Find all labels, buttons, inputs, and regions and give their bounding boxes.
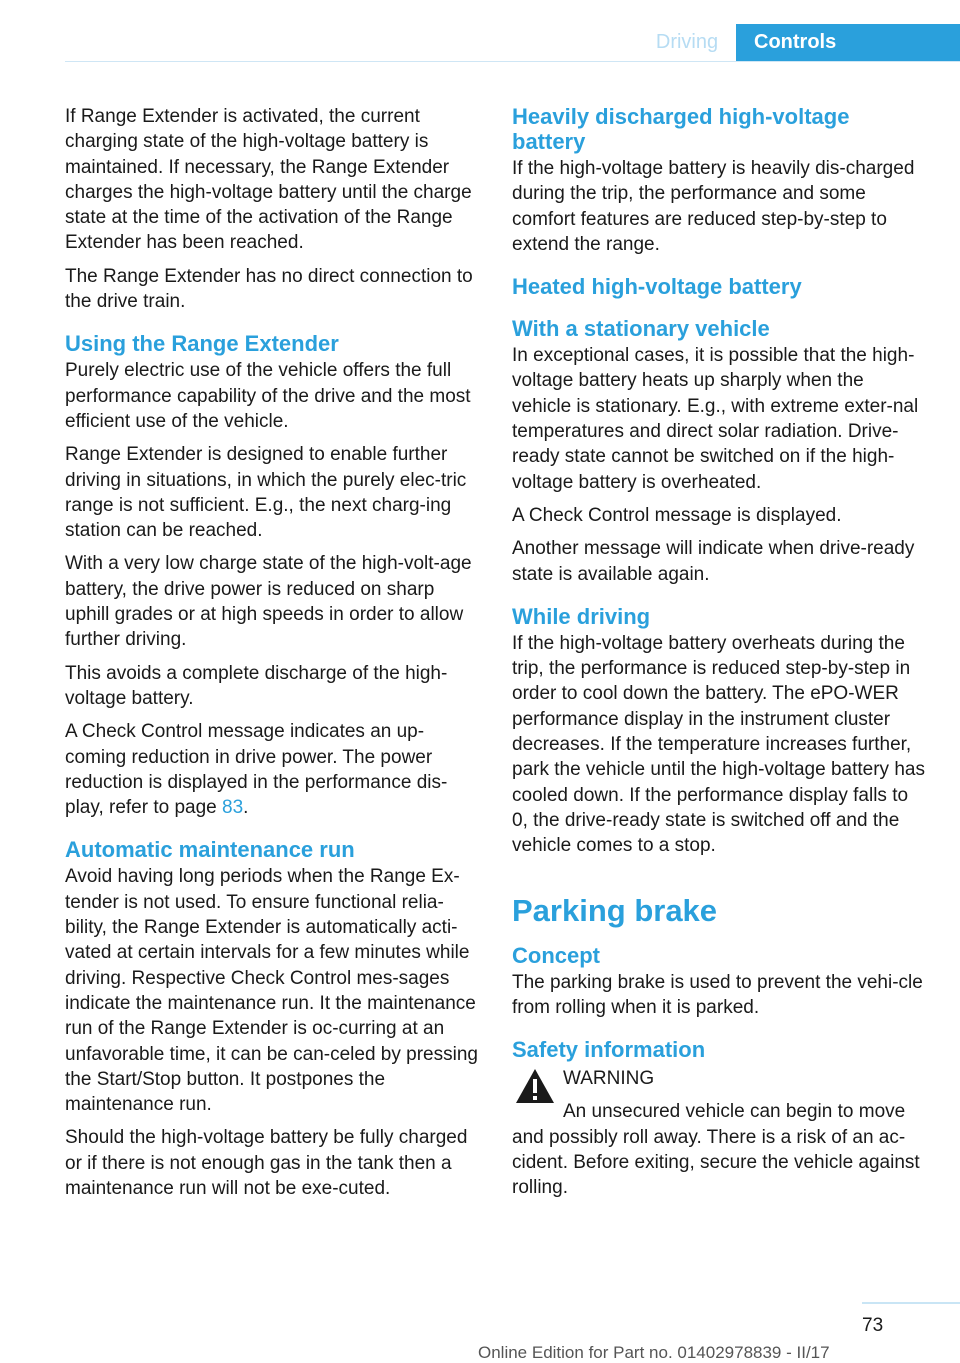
left-paragraph-6: This avoids a complete discharge of the high-voltage battery. [65,662,448,709]
header-rule [65,61,960,62]
warning-text [512,1099,928,1200]
right-paragraph-6: The parking brake is used to prevent the vehi-cle from rolling when it is parked. [512,971,923,1018]
heading-concept: Concept [512,942,600,968]
left-paragraph-1: If Range Extender is activated, the current charging state of the high-voltage battery is maintained. If necessary, the Range Extender charges the high-voltage battery until the charge state at the time of the activation of the Range Extender has been reached. [65,106,472,254]
right-paragraph-4: Another message will indicate when drive-ready state is available again. [512,538,915,585]
heading-automatic-maintenance-run: Automatic maintenance run [65,837,355,863]
page-reference-link[interactable]: 83 [222,797,244,819]
left-paragraph-7 [65,719,481,820]
heading-parking-brake: Parking brake [512,892,718,928]
right-paragraph-5: If the high-voltage battery overheats during the trip, the performance is reduced step-by-step in order to cool down the battery. The ePO-WER performance display in the instrument cluster decreases. If the temperature increases further, park the vehicle until the high-voltage battery has cooled down. If the performance display falls to 0, the drive-ready state is switched off and the vehicle comes to a stop. [512,632,925,857]
left-paragraph-2: The Range Extender has no direct connection to the drive train. [65,265,473,313]
heading-while-driving: While driving [512,603,651,629]
warning-block [512,1066,928,1200]
warning-triangle-icon [514,1067,556,1105]
right-paragraph-3: A Check Control message is displayed. [512,504,842,526]
heading-using-range-extender: Using the Range Extender [65,331,339,357]
right-column [512,104,928,1209]
warning-body: An unsecured vehicle can begin to move and possibly roll away. There is a risk of an ac-cident. Before exiting, secure the vehicle against rolling. [512,1101,920,1199]
heading-safety-information: Safety information [512,1037,706,1063]
heading-heavily-discharged: Heavily discharged high-voltage battery [512,104,850,154]
heading-stationary-vehicle: With a stationary vehicle [512,316,770,342]
left-paragraph-3: Purely electric use of the vehicle offers the full performance capability of the drive and the most efficient use of the vehicle. [65,360,471,432]
warning-label: WARNING [563,1068,655,1090]
page-number: 73 [862,1315,884,1336]
left-paragraph-7-end: . [243,797,249,819]
left-paragraph-8: Avoid having long periods when the Range Ex-tender is not used. To ensure functional relia-bility, the Range Extender is automatically acti-vated at certain intervals for a few minutes while driving. Respective Check Control mes-sages indicate the maintenance run. It the maintenance run of the Range Extender is oc-curring at an unfavorable time, it can be can-celed by pressing the Start/Stop button. It postpones the maintenance run. [65,866,478,1116]
tab-controls[interactable]: Controls [736,24,960,61]
footer-edition-text: Online Edition for Part no. 01402978839 - II/17 [478,1343,830,1362]
left-paragraph-4: Range Extender is designed to enable further driving in situations, in which the purely elec-tric range is not sufficient. E.g., the next charg-ing station can be reached. [65,444,467,542]
right-paragraph-2: In exceptional cases, it is possible that the high-voltage battery heats up sharply when the vehicle is stationary. E.g., with extreme exter-nal temperatures and direct solar radiation. Drive-ready state cannot be switched on if the high-voltage battery is overheated. [512,345,919,493]
right-paragraph-1: If the high-voltage battery is heavily dis-charged during the trip, the performance and some comfort features are reduced step-by-step to extend the range. [512,158,915,255]
footer-rule [862,1302,960,1304]
left-paragraph-9: Should the high-voltage battery be fully charged or if there is not enough gas in the tank then a maintenance run will not be exe-cuted. [65,1127,468,1199]
heading-heated-battery: Heated high-voltage battery [512,274,802,300]
left-column [65,104,481,1209]
tab-driving[interactable]: Driving [655,31,719,53]
left-paragraph-7-text: A Check Control message indicates an up-coming reduction in drive power. The power reduction is displayed in the performance dis-play, refer to page [65,721,448,819]
left-paragraph-5: With a very low charge state of the high-volt-age battery, the drive power is reduced on sharp uphill grades or at high speeds in order to allow further driving. [65,553,472,651]
